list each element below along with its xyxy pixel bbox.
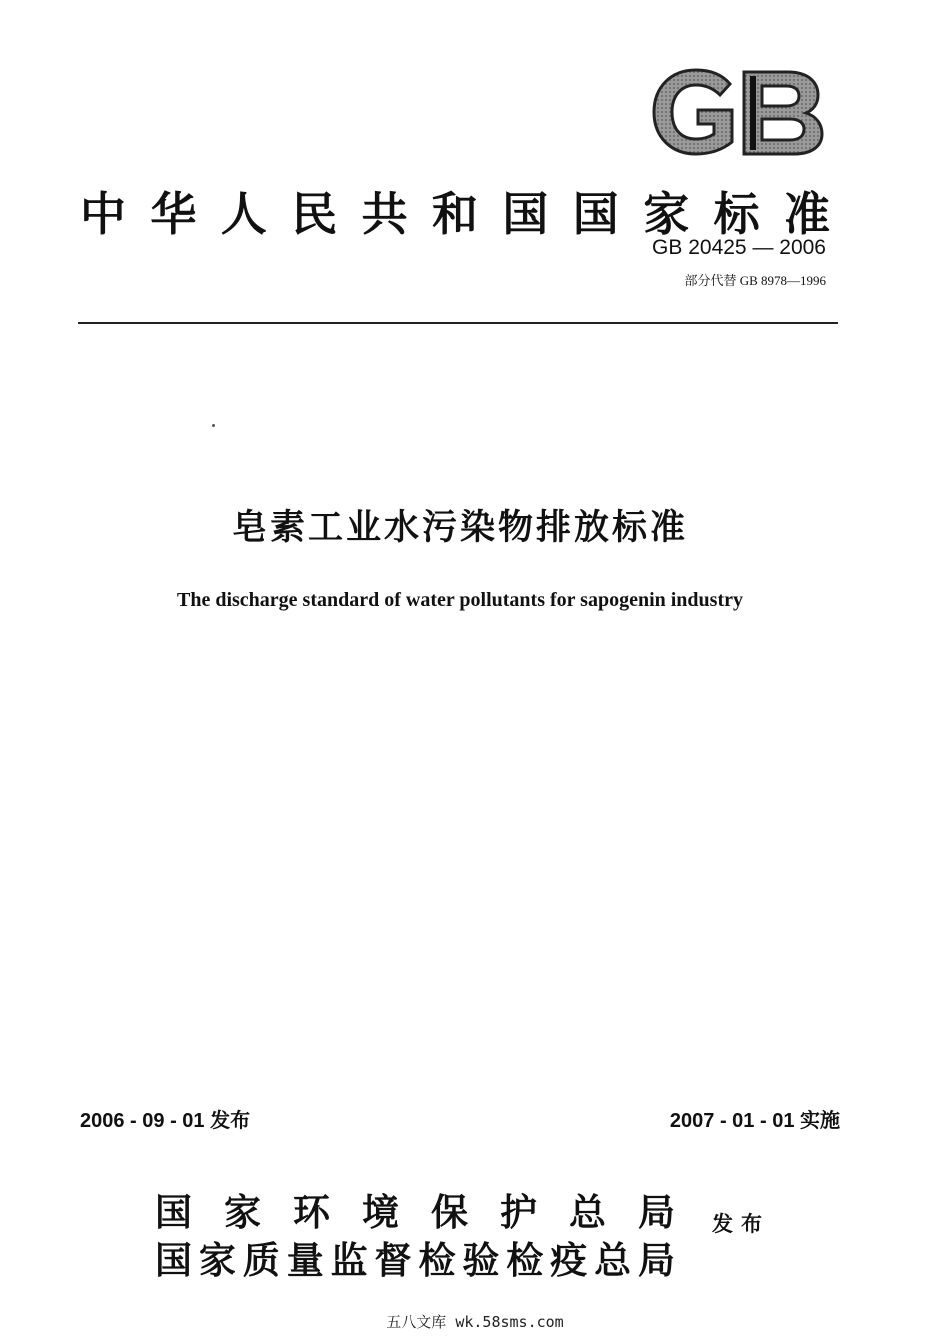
issuing-agency: 国家质量监督检验检疫总局 <box>155 1239 675 1282</box>
standard-number: GB 20425 — 2006 <box>652 236 826 259</box>
document-title-en: The discharge standard of water pollutants for sapogenin industry <box>177 589 743 611</box>
site-watermark: 五八文库 wk.58sms.com <box>386 1313 564 1331</box>
document-title-cn: 皂素工业水污染物排放标准 <box>231 508 688 548</box>
gb-logo <box>648 62 828 162</box>
replaces-note: 部分代替 GB 8978—1996 <box>684 273 826 288</box>
speck <box>212 424 215 427</box>
issuing-agency: 国家环境保护总局 <box>155 1191 675 1234</box>
national-standard-title: 中华人民共和国国家标准 <box>80 187 840 241</box>
header-divider <box>78 322 838 324</box>
effective-date: 2007 - 01 - 01 实施 <box>669 1110 840 1132</box>
publish-label: 发布 <box>712 1212 770 1236</box>
issue-date: 2006 - 09 - 01 发布 <box>80 1110 251 1132</box>
